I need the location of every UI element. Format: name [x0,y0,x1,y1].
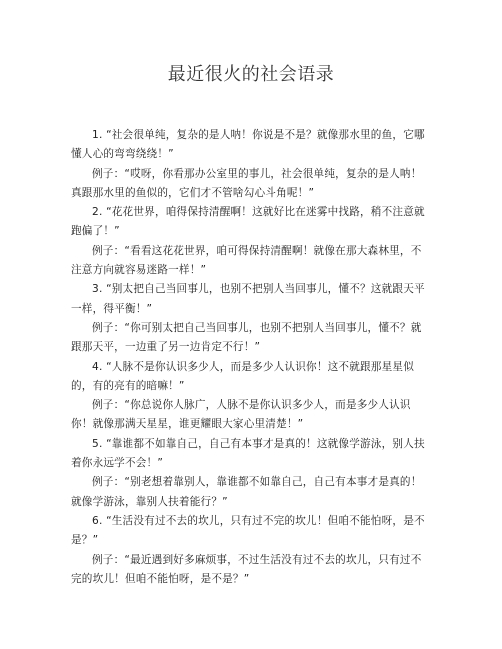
paragraph-quote-3: 3. “别太把自己当回事儿，也别不把别人当回事儿，懂不？这就跟天平一样，得平衡！” [71,283,425,315]
paragraph-quote-4: 4. “人脉不是你认识多少人，而是多少人认识你！这不就跟那星星似的，有的亮有的暗嘛！” [71,360,414,392]
paragraph-example-2: 例子：“看看这花花世界，咱可得保持清醒啊！就像在那大森林里，不注意方向就容易迷路一样！” [71,244,422,277]
paragraph-quote-6: 6. “生活没有过不去的坎儿，只有过不完的坎儿！但咱不能怕呀，是不是？” [71,514,425,547]
paragraph-example-5: 例子：“别老想着靠别人，靠谁都不如靠自己，自己有本事才是真的！就像学游泳，靠别人扶着能行？” [71,476,422,508]
document-title: 最近很火的社会语录 [167,64,335,85]
paragraph-quote-2: 2. “花花世界，咱得保持清醒啊！这就好比在迷雾中找路，稍不注意就跑偏了！” [71,206,425,238]
paragraph-example-3: 例子：“你可别太把自己当回事儿，也别不把别人当回事儿，懂不？就跟那天平，一边重了另一边肯定不行！” [71,321,422,354]
paragraph-quote-1: 1. “社会很单纯，复杂的是人呐！你说是不是？就像那水里的鱼，它哪懂人心的弯弯绕绕！” [71,129,425,161]
paragraph-quote-5: 5. “靠谁都不如靠自己，自己有本事才是真的！这就像学游泳，别人扶着你永远学不会！” [71,437,425,470]
paragraph-example-1: 例子：“哎呀，你看那办公室里的事儿，社会很单纯，复杂的是人呐！真跟那水里的鱼似的，它们才不管啥勾心斗角呢！” [71,167,422,199]
document-body [71,126,431,589]
paragraph-example-6: 例子：“最近遇到好多麻烦事，不过生活没有过不去的坎儿，只有过不完的坎儿！但咱不能怕呀，是不是？” [71,553,422,585]
paragraph-example-4: 例子：“你总说你人脉广，人脉不是你认识多少人，而是多少人认识你！就像那满天星星，谁更耀眼大家心里清楚！” [71,399,411,431]
